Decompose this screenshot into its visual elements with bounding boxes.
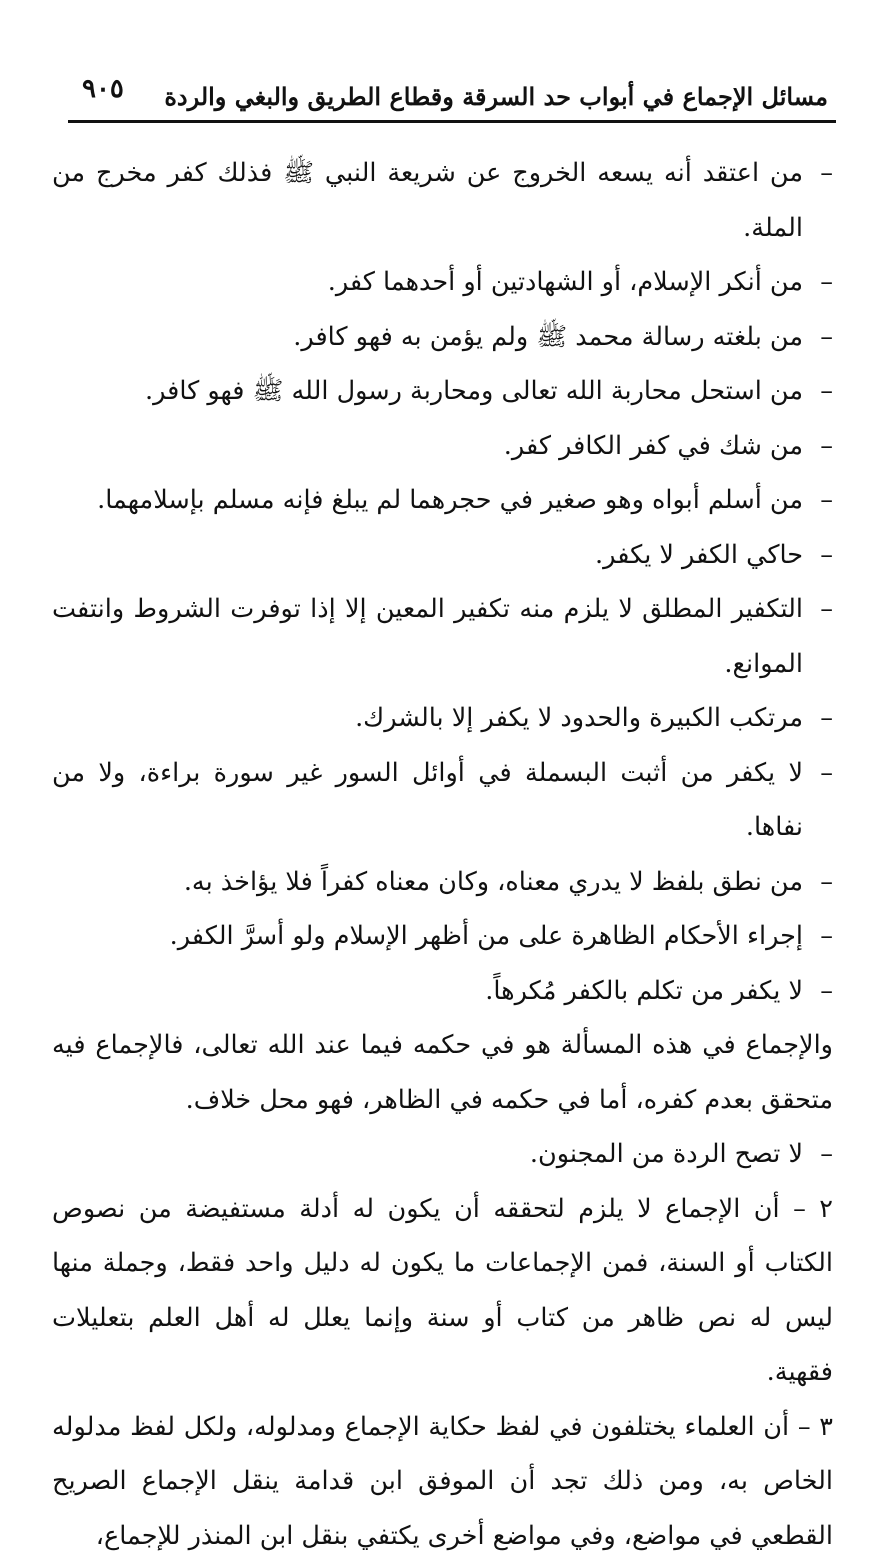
chapter-title: مسائل الإجماع في أبواب حد السرقة وقطاع الطريق والبغي والردة: [164, 82, 828, 111]
list-item-text: من اعتقد أنه يسعه الخروج عن شريعة النبي ﷺ فذلك كفر مخرج من الملة.: [52, 158, 803, 243]
page-body: [52, 146, 833, 1563]
list-item: [52, 419, 833, 474]
list-item-text: حاكي الكفر لا يكفر.: [595, 540, 803, 570]
point-number: ٣: [819, 1412, 833, 1442]
running-header: [68, 70, 828, 120]
dash-marker: –: [793, 1194, 806, 1224]
dash-marker: –: [820, 528, 833, 583]
dash-marker: –: [820, 419, 833, 474]
dash-marker: –: [798, 1412, 811, 1442]
dash-marker: –: [820, 964, 833, 1019]
list-item-text: مرتكب الكبيرة والحدود لا يكفر إلا بالشرك.: [355, 703, 803, 733]
list-item: [52, 746, 833, 855]
numbered-point: [52, 1182, 833, 1400]
numbered-point: [52, 1400, 833, 1563]
point-text: أن الإجماع لا يلزم لتحققه أن يكون له أدلة مستفيضة من نصوص الكتاب أو السنة، فمن الإجماعات ما يكون له دليل واحد فقط، وجملة منها ليس له نص ظاهر من كتاب أو سنة وإنما يعلل له أهل العلم بتعليلات فقهية.: [52, 1194, 833, 1388]
list-item-text: التكفير المطلق لا يلزم منه تكفير المعين إلا إذا توفرت الشروط وانتفت الموانع.: [52, 594, 803, 679]
list-item: [52, 255, 833, 310]
list-item-text: لا تصح الردة من المجنون.: [530, 1139, 803, 1169]
dash-marker: –: [820, 473, 833, 528]
dash-marker: –: [820, 855, 833, 910]
list-item: [52, 582, 833, 691]
list-item: [52, 691, 833, 746]
point-text: أن العلماء يختلفون في لفظ حكاية الإجماع ومدلوله، ولكل لفظ مدلوله الخاص به، ومن ذلك تجد أن الموفق ابن قدامة ينقل الإجماع الصريح القطعي في مواضع، وفي مواضع أخرى يكتفي بنقل ابن المنذر للإجماع،: [52, 1412, 833, 1551]
list-item: [52, 146, 833, 255]
list-item-text: من نطق بلفظ لا يدري معناه، وكان معناه كفراً فلا يؤاخذ به.: [184, 867, 803, 897]
list-item-text: من أسلم أبواه وهو صغير في حجرهما لم يبلغ فإنه مسلم بإسلامهما.: [97, 485, 803, 515]
dash-marker: –: [820, 746, 833, 801]
dash-marker: –: [820, 364, 833, 419]
consensus-paragraph: والإجماع في هذه المسألة هو في حكمه فيما عند الله تعالى، فالإجماع فيه متحقق بعدم كفره، أما في حكمه في الظاهر، فهو محل خلاف.: [52, 1018, 833, 1127]
list-item-text: لا يكفر من أثبت البسملة في أوائل السور غير سورة براءة، ولا من نفاها.: [52, 758, 803, 843]
list-item-text: من استحل محاربة الله تعالى ومحاربة رسول الله ﷺ فهو كافر.: [145, 376, 803, 406]
page-number: ٩٠٥: [82, 74, 124, 104]
dash-marker: –: [820, 691, 833, 746]
dash-marker: –: [820, 146, 833, 201]
list-item: [52, 855, 833, 910]
list-item: [52, 1127, 833, 1182]
list-item: [52, 909, 833, 964]
list-item-text: من أنكر الإسلام، أو الشهادتين أو أحدهما كفر.: [328, 267, 803, 297]
list-item: [52, 964, 833, 1019]
dash-marker: –: [820, 310, 833, 365]
point-number: ٢: [819, 1194, 833, 1224]
list-item: [52, 364, 833, 419]
dash-marker: –: [820, 909, 833, 964]
list-item-text: إجراء الأحكام الظاهرة على من أظهر الإسلام ولو أسرَّ الكفر.: [170, 921, 803, 951]
dash-marker: –: [820, 582, 833, 637]
list-item: [52, 528, 833, 583]
dash-marker: –: [820, 255, 833, 310]
list-item-text: من شك في كفر الكافر كفر.: [504, 431, 803, 461]
list-item-text: لا يكفر من تكلم بالكفر مُكرهاً.: [485, 976, 803, 1006]
dash-marker: –: [820, 1127, 833, 1182]
list-item-text: من بلغته رسالة محمد ﷺ ولم يؤمن به فهو كافر.: [293, 322, 803, 352]
list-item: [52, 310, 833, 365]
list-item: [52, 473, 833, 528]
header-divider: [68, 120, 836, 123]
